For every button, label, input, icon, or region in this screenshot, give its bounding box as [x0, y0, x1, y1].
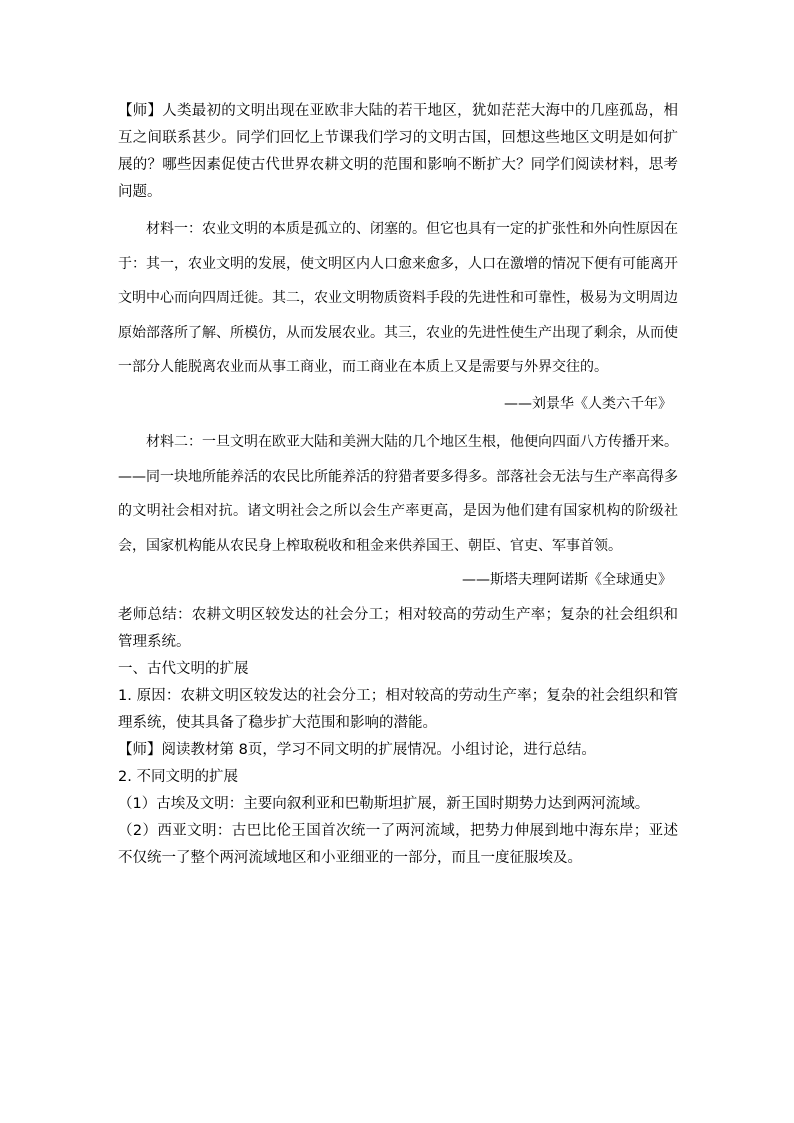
section-heading-ancient-civilization-expansion: 一、古代文明的扩展: [118, 660, 249, 677]
subsection-heading-different-civilizations: 2. 不同文明的扩展: [118, 768, 238, 785]
material-two-text: 材料二：一旦文明在欧亚大陆和美洲大陆的几个地区生根，他便向四面八方传播开来。——同一块地所能养活的农民比所能养活的狩猎者要多得多。部落社会无法与生产率高得多的文明社会相对抗。诸文明社会之所以会生产率更高，是因为他们建有国家机构的阶级社会，国家机构能从农民身上榨取税收和租金来供养国王、朝臣、官吏、军事首领。: [118, 434, 678, 554]
document-page: [118, 98, 678, 872]
material-one-text: 材料一：农业文明的本质是孤立的、闭塞的。但它也具有一定的扩张性和外向性原因在于：其一，农业文明的发展，使文明区内人口愈来愈多，人口在激增的情况下便有可能离开文明中心而向四周迁徙。其二，农业文明物质资料手段的先进性和可靠性，极易为文明周边原始部落所了解、所模仿，从而发展农业。其三，农业的先进性使生产出现了剩余，从而使一部分人能脱离农业而从事工商业，而工商业在本质上又是需要与外界交往的。: [118, 221, 678, 375]
west-asia-civilization-item: （2）西亚文明：古巴比伦王国首次统一了两河流域，把势力伸展到地中海东岸；亚述不仅统一了整个两河流域地区和小亚细亚的一部分，而且一度征服埃及。: [118, 822, 678, 866]
egypt-civilization-item: （1）古埃及文明：主要向叙利亚和巴勒斯坦扩展，新王国时期势力达到两河流域。: [118, 795, 650, 812]
reason-item: 1. 原因：农耕文明区较发达的社会分工；相对较高的劳动生产率；复杂的社会组织和管理系统，使其具备了稳步扩大范围和影响的潜能。: [118, 687, 678, 731]
material-one-source: ——刘景华《人类六千年》: [504, 395, 672, 412]
teacher-summary: 老师总结：农耕文明区较发达的社会分工；相对较高的劳动生产率；复杂的社会组织和管理系统。: [118, 606, 678, 650]
material-two-source: ——斯塔夫理阿诺斯《全球通史》: [462, 572, 672, 588]
intro-paragraph: 【师】人类最初的文明出现在亚欧非大陆的若干地区，犹如茫茫大海中的几座孤岛，相互之间联系甚少。同学们回忆上节课我们学习的文明古国，回想这些地区文明是如何扩展的？哪些因素促使古代世界农耕文明的范围和影响不断扩大？同学们阅读材料，思考问题。: [118, 103, 678, 200]
teacher-instruction: 【师】阅读教材第 8页，学习不同文明的扩展情况。小组讨论，进行总结。: [118, 741, 596, 758]
